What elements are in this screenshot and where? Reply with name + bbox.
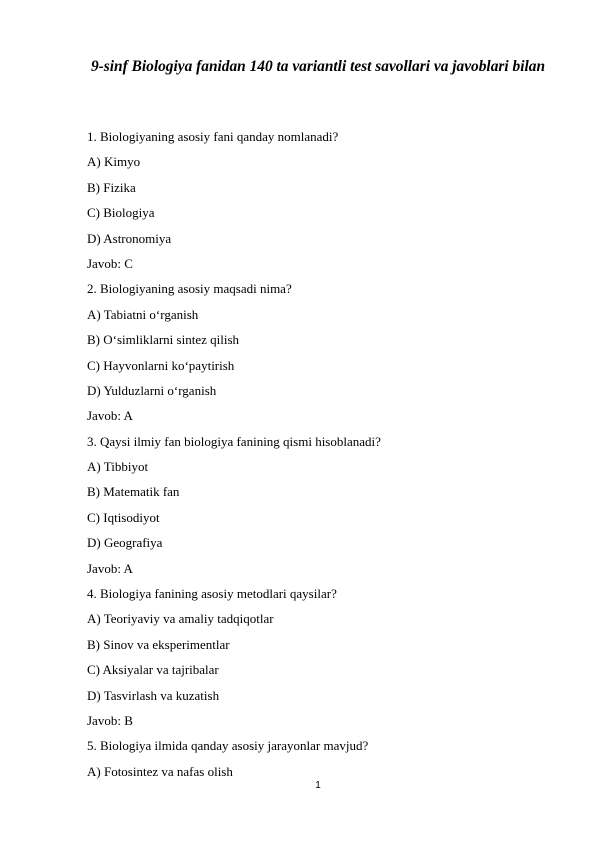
answer-option: B) Sinov va eksperimentlar [87,636,230,652]
correct-answer: Javob: A [87,560,133,576]
question-item [87,432,547,584]
answer-option: A) Tibbiyot [87,459,149,475]
question-text: 3. Qaysi ilmiy fan biologiya fanining qismi hisoblanadi? [87,433,381,449]
answer-option: A) Fotosintez va nafas olish [87,763,233,779]
question-text: 5. Biologiya ilmida qanday asosiy jarayonlar mavjud? [87,738,369,754]
correct-answer: Javob: C [87,255,133,271]
correct-answer: Javob: A [87,408,133,424]
answer-option: D) Geografiya [87,535,163,551]
question-list [87,127,547,787]
answer-option: B) Matematik fan [87,484,180,500]
correct-answer: Javob: B [87,712,133,728]
answer-option: D) Astronomiya [87,230,172,246]
answer-option: A) Teoriyaviy va amaliy tadqiqotlar [87,611,274,627]
document-title: 9-sinf Biologiya fanidan 140 ta variantli test savollari va javoblari bilan [90,58,546,75]
answer-option: D) Tasvirlash va kuzatish [87,687,220,703]
answer-option: C) Aksiyalar va tajribalar [87,662,219,678]
answer-option: C) Biologiya [87,205,155,221]
answer-option: B) O‘simliklarni sintez qilish [87,332,240,348]
answer-option: D) Yulduzlarni o‘rganish [87,382,217,398]
question-text: 2. Biologiyaning asosiy maqsadi nima? [87,281,292,297]
question-item [87,584,547,736]
answer-option: A) Kimyo [87,154,141,170]
page-number: 1 [315,780,321,791]
question-text: 1. Biologiyaning asosiy fani qanday nomlanadi? [87,129,339,144]
answer-option: A) Tabiatni o‘rganish [87,306,199,322]
answer-option: B) Fizika [87,179,136,195]
question-text: 4. Biologiya fanining asosiy metodlari qaysilar? [87,586,337,602]
answer-option: C) Iqtisodiyot [87,509,160,525]
answer-option: C) Hayvonlarni ko‘paytirish [87,357,235,373]
question-item [87,279,547,431]
question-item [87,127,547,279]
